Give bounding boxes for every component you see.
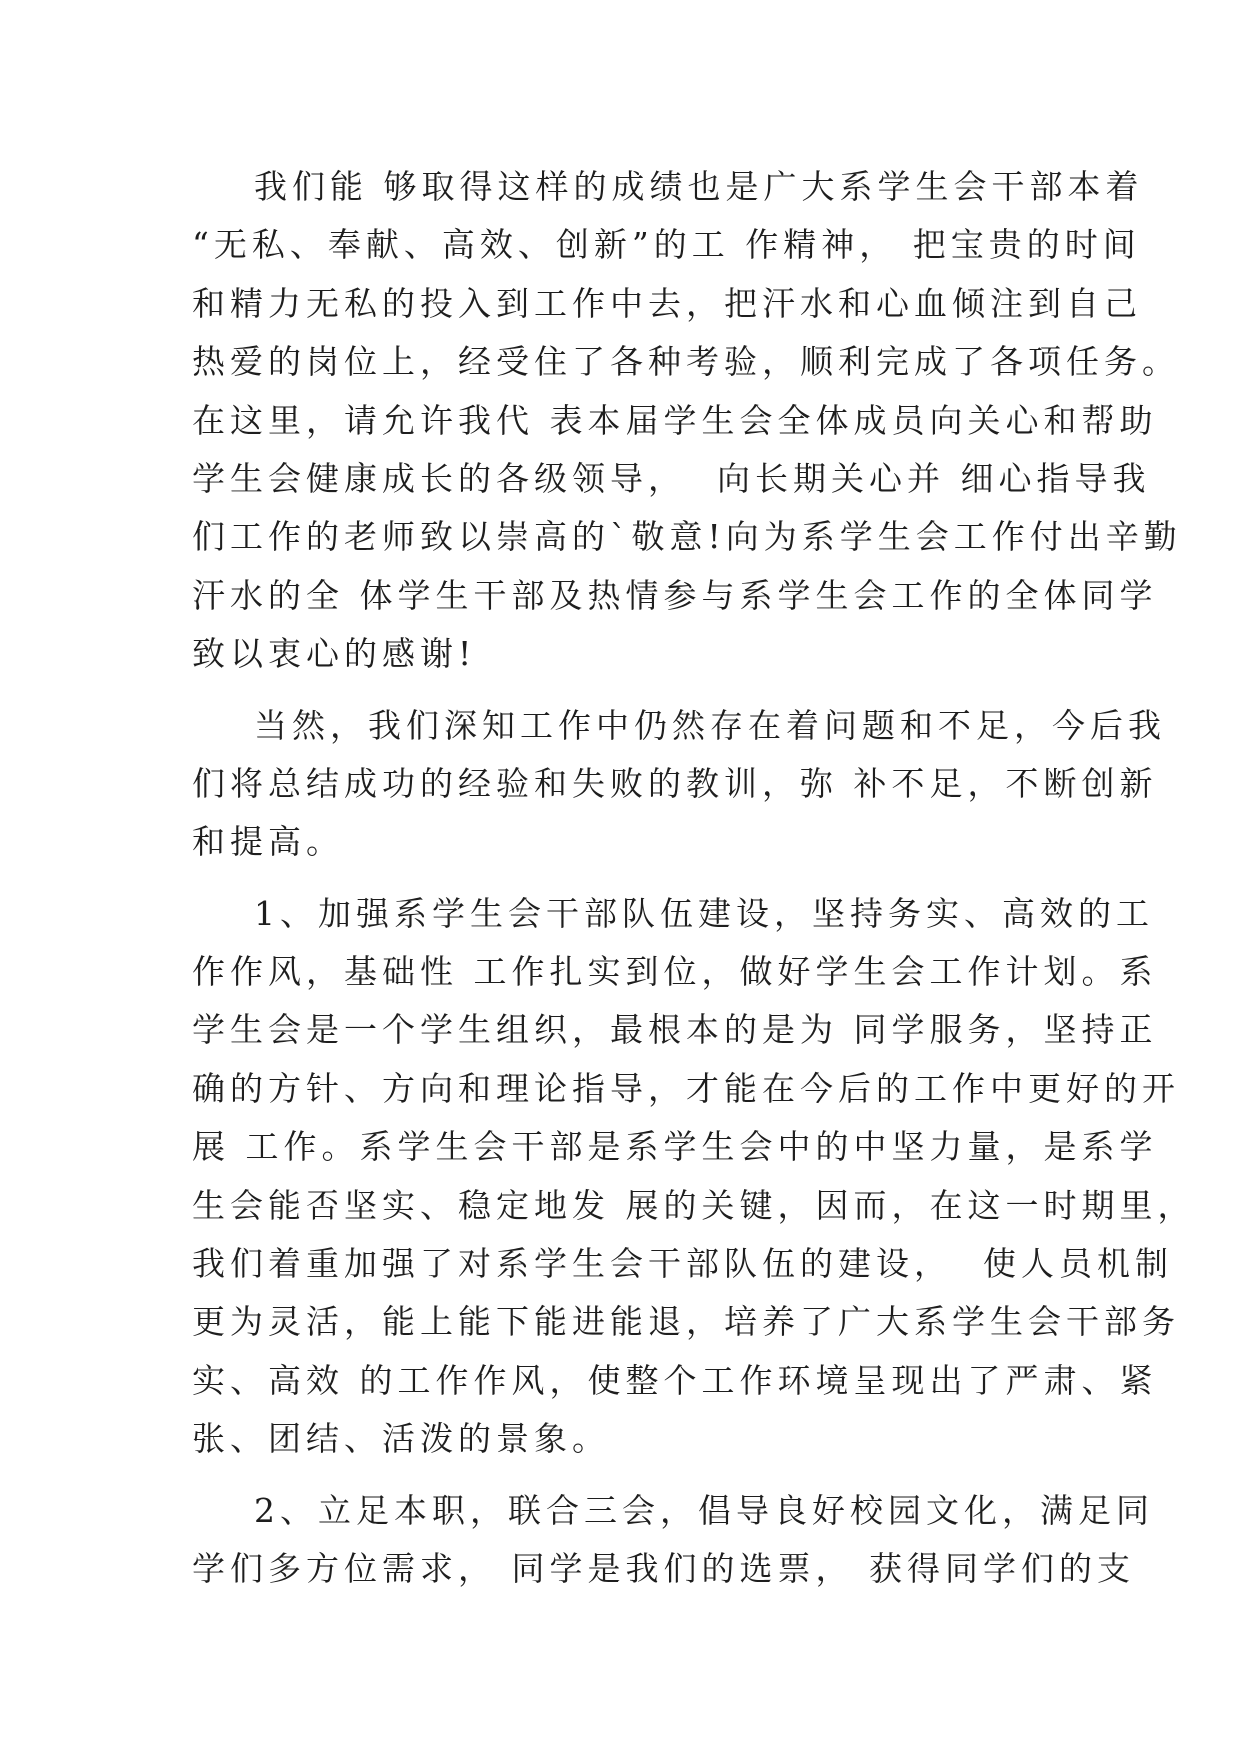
document-body [192,158,1196,1598]
paragraph-3 [192,885,1196,1469]
paragraph-spacer [192,684,1072,697]
text-line: 2、立足本职，联合三会，倡导良好校园文化，满足同 [192,1490,1154,1530]
text-line: 学生会是一个学生组织，最根本的是为 同学服务，坚持正 [192,1010,1158,1050]
text-line: 在这里，请允许我代 表本届学生会全体成员向关心和帮助 [192,400,1158,440]
text-line: 汗水的全 体学生干部及热情参与系学生会工作的全体同学 [192,575,1158,615]
text-line: “无私、奉献、高效、创新”的工 作精神， 把宝贵的时间 [192,225,1141,265]
paragraph-4 [192,1482,1154,1599]
paragraph-spacer [192,1469,1072,1482]
paragraph-2 [192,697,1166,872]
paragraph-1 [192,158,1182,684]
text-line: 作作风，基础性 工作扎实到位，做好学生会工作计划。系 [192,952,1158,992]
text-line: 学们多方位需求， 同学是我们的选票， 获得同学们的支 [192,1548,1135,1588]
text-line: 展 工作。系学生会干部是系学生会中的中坚力量，是系学 [192,1127,1158,1167]
text-line: 我们着重加强了对系学生会干部队伍的建设， 使人员机制 [192,1244,1173,1284]
text-line: 张、团结、活泼的景象。 [192,1419,610,1459]
text-line: 致以衷心的感谢! [192,634,477,674]
text-line: 们工作的老师致以崇高的`敬意!向为系学生会工作付出辛勤 [192,517,1182,557]
text-line: 学生会健康成长的各级领导， 向长期关心并 细心指导我 [192,458,1151,498]
text-line: 生会能否坚实、稳定地发 展的关键，因而，在这一时期里， [192,1185,1196,1225]
text-line: 实、高效 的工作作风，使整个工作环境呈现出了严肃、紧 [192,1360,1158,1400]
text-line: 和提高。 [192,822,344,862]
text-line: 确的方针、方向和理论指导，才能在今后的工作中更好的开 [192,1068,1180,1108]
text-line: 们将总结成功的经验和失败的教训，弥 补不足，不断创新 [192,763,1158,803]
text-line: 1、加强系学生会干部队伍建设，坚持务实、高效的工 [192,893,1154,933]
text-line: 当然，我们深知工作中仍然存在着问题和不足，今后我 [192,705,1166,745]
text-line: 更为灵活，能上能下能进能退，培养了广大系学生会干部务 [192,1302,1180,1342]
text-line: 热爱的岗位上，经受住了各种考验，顺利完成了各项任务。 [192,342,1180,382]
paragraph-spacer [192,872,1072,885]
text-line: 和精力无私的投入到工作中去，把汗水和心血倾注到自己 [192,283,1142,323]
text-line: 我们能 够取得这样的成绩也是广大系学生会干部本着 [192,167,1144,206]
